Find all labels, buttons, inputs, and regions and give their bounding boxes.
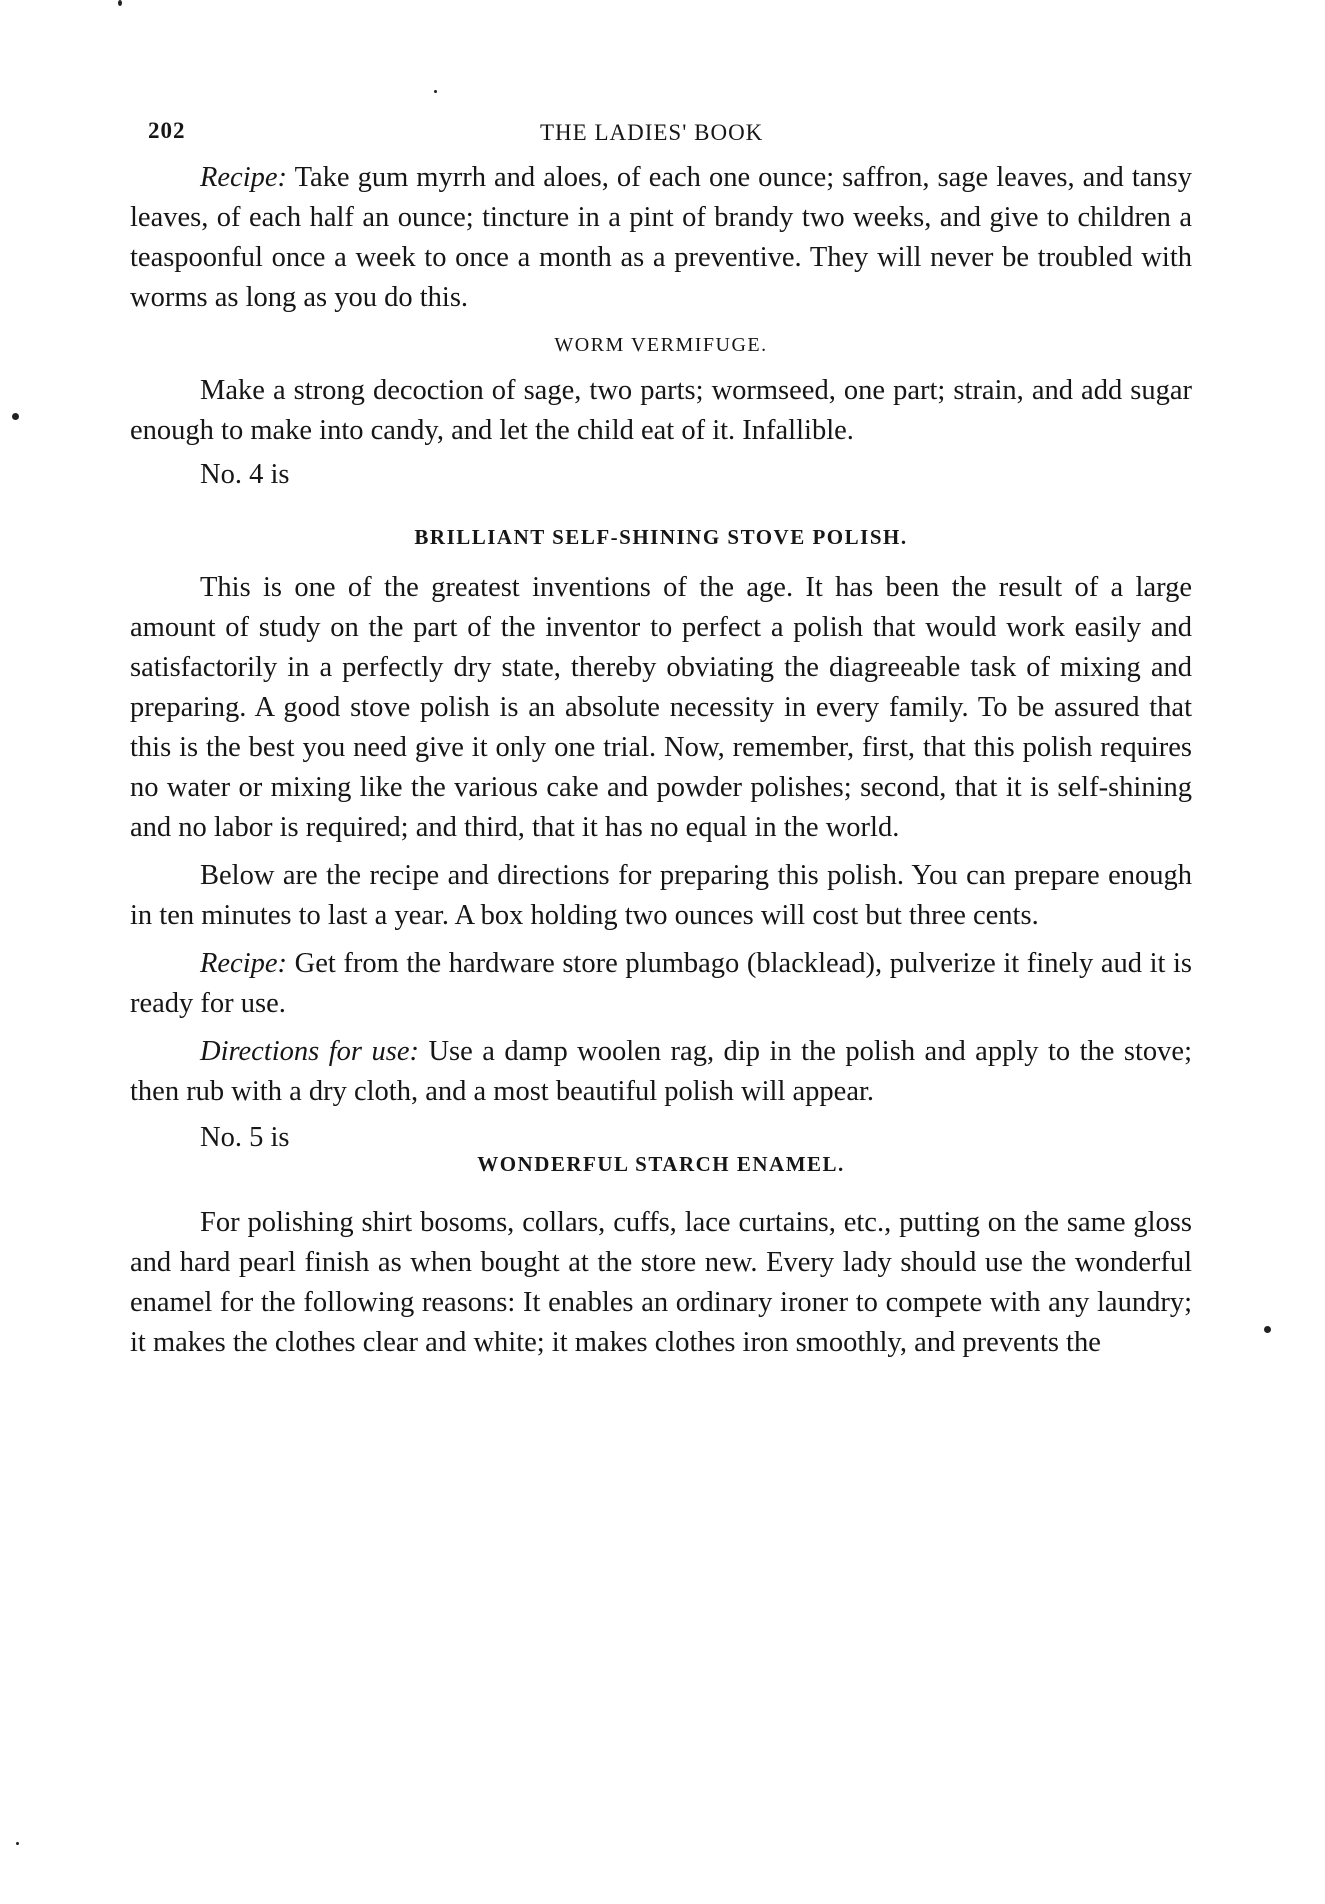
polish-recipe-text: Get from the hardware store plumbago (blacklead), pulverize it finely aud it is ready for use. [130, 948, 1192, 1019]
polish-recipe-paragraph [130, 944, 1192, 1024]
starch-enamel-paragraph: For polishing shirt bosoms, collars, cuffs, lace curtains, etc., putting on the same gloss and hard pearl finish as when bought at the store new. Every lady should use the wonderful enamel for the following reasons: It enables an ordinary ironer to compete with any laundry; it makes the clothes clear and white; it makes clothes iron smoothly, and prevents the [130, 1207, 1192, 1358]
recipe-paragraph [130, 158, 1192, 318]
heading-stove-polish: BRILLIANT SELF-SHINING STOVE POLISH. [414, 525, 908, 549]
intro-no-5: No. 5 is [200, 1122, 290, 1153]
recipe-text: Take gum myrrh and aloes, of each one ounce; saffron, sage leaves, and tansy leaves, of each half an ounce; tincture in a pint of brandy two weeks, and give to children a teaspoonful once a week to once a month as a preventive. They will never be troubled with worms as long as you do this. [130, 162, 1192, 313]
directions-paragraph [130, 1032, 1192, 1112]
heading-worm-vermifuge: WORM VERMIFUGE. [554, 334, 768, 356]
running-head [130, 108, 1192, 148]
scan-speck [118, 0, 122, 6]
intro-no-4: No. 4 is [200, 459, 290, 490]
heading-starch-enamel: WONDERFUL STARCH ENAMEL. [477, 1152, 845, 1176]
polish-recipe-label: Recipe: [200, 948, 288, 979]
scan-speck [434, 90, 437, 93]
directions-label: Directions for use: [200, 1036, 419, 1067]
book-title: THE LADIES' BOOK [540, 120, 764, 145]
page-number: 202 [148, 118, 186, 143]
scan-speck [1264, 1326, 1271, 1333]
vermifuge-paragraph: Make a strong decoction of sage, two parts; wormseed, one part; strain, and add sugar enough to make into candy, and let the child eat of it. Infallible. [130, 375, 1192, 446]
scan-speck [16, 1842, 19, 1845]
recipe-label: Recipe: [200, 162, 288, 193]
directions-text: Use a damp woolen rag, dip in the polish and apply to the stove; then rub with a dry cloth, and a most beautiful polish will appear. [130, 1036, 1192, 1107]
directions-intro-paragraph: Below are the recipe and directions for preparing this polish. You can prepare enough in ten minutes to last a year. A box holding two ounces will cost but three cents. [130, 860, 1192, 931]
page [130, 108, 1192, 1363]
scan-speck [12, 413, 19, 420]
stove-polish-paragraph: This is one of the greatest inventions of the age. It has been the result of a large amount of study on the part of the inventor to perfect a polish that would work easily and satisfactorily in a perfectly dry state, thereby obviating the diagreeable task of mixing and preparing. A good stove polish is an absolute necessity in every family. To be assured that this is the best you need give it only one trial. Now, remember, first, that this polish requires no water or mixing like the various cake and powder polishes; second, that it is self-shining and no labor is required; and third, that it has no equal in the world. [130, 572, 1192, 843]
